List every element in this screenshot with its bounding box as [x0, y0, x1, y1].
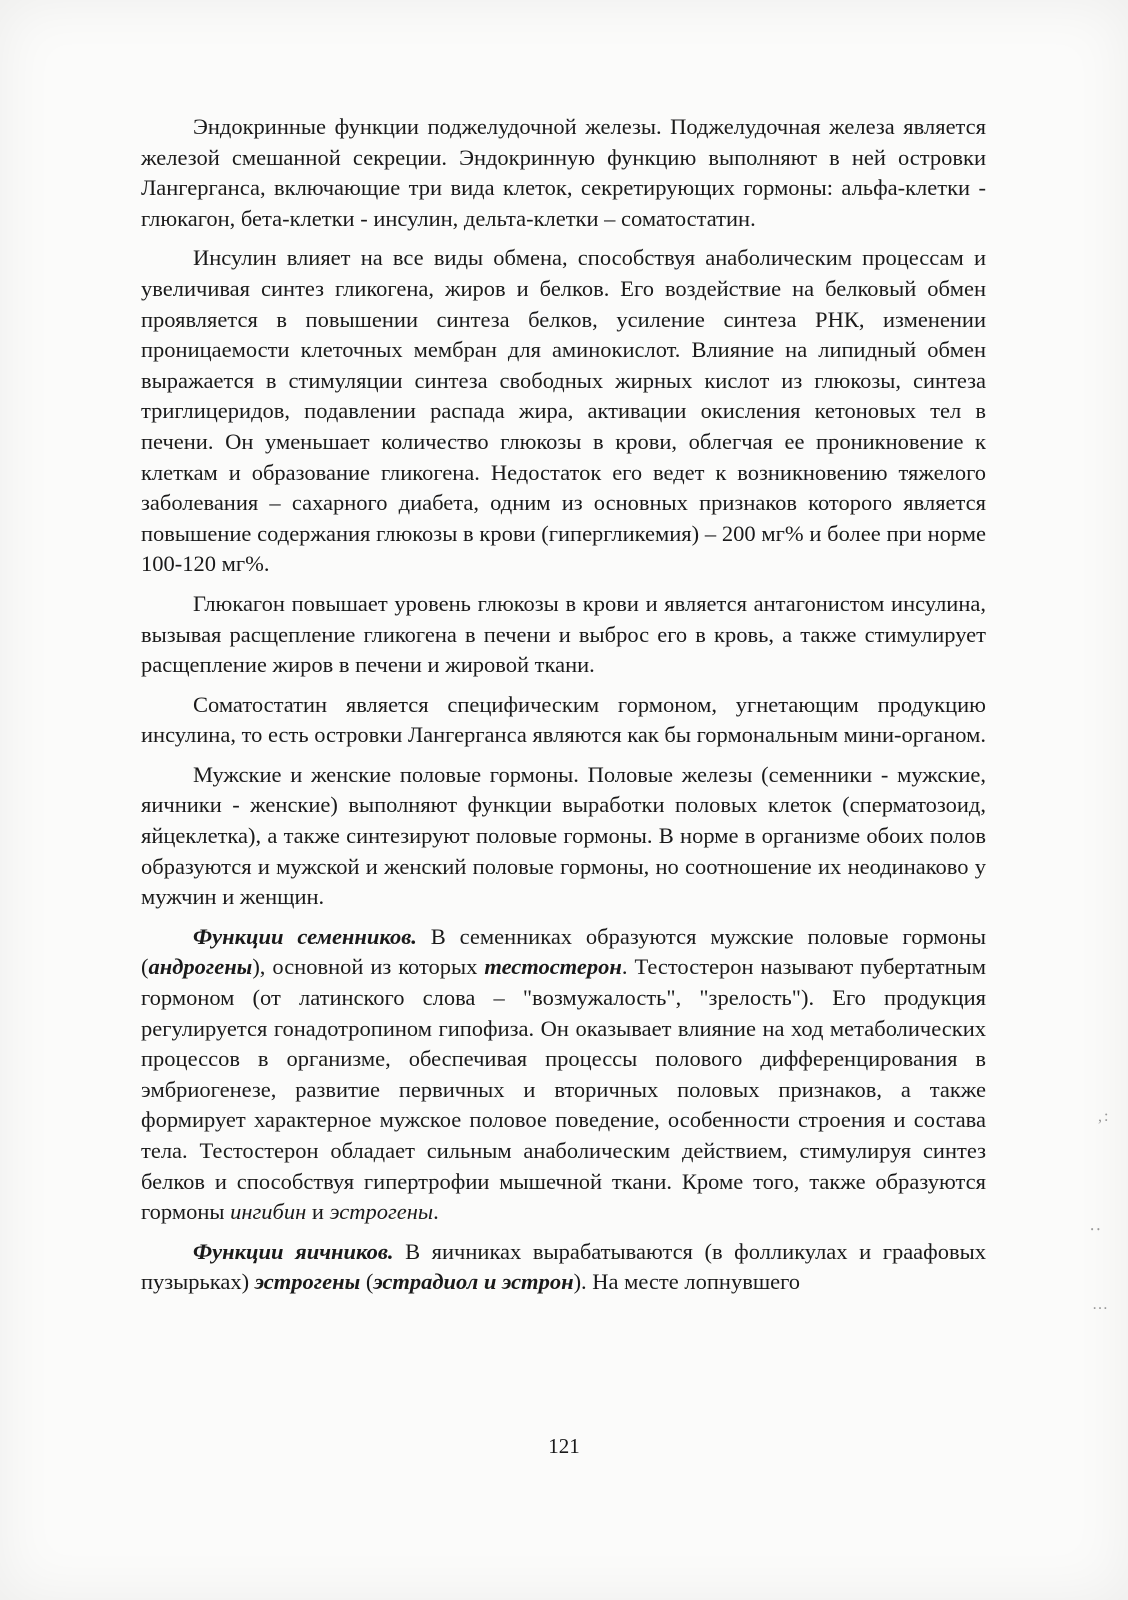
emphasis-term: андрогены	[148, 954, 253, 980]
paragraph-sex-hormones	[141, 760, 986, 913]
paragraph-pancreas-endocrine	[141, 112, 986, 234]
emphasis-term: ингибин	[230, 1199, 307, 1225]
text-run: Эндокринные функции поджелудочной железы. Поджелудочная железа является железой смешанной секреции. Эндокринную функцию выполняют в ней островки Лангерганса, включающие три вида клеток, секретирующих гормоны: альфа-клетки - глюкагон, бета-клетки - инсулин, дельта-клетки – соматостатин.	[141, 114, 986, 231]
text-run: Мужские и женские половые гормоны. Половые железы (семенники - мужские, яичники - женские) выполняют функции выработки половых клеток (сперматозоид, яйцеклетка), а также синтезируют половые гормоны. В норме в организме обоих полов образуются и мужской и женский половые гормоны, но соотношение их неодинаково у мужчин и женщин.	[141, 761, 986, 910]
page-body-text	[141, 112, 986, 1298]
text-run: Инсулин влияет на все виды обмена, способствуя анаболическим процессам и увеличивая синтез гликогена, жиров и белков. Его воздействие на белковый обмен проявляется в повышении синтеза белков, усиление синтеза РНК, изменении проницаемости клеточных мембран для аминокислот. Влияние на липидный обмен выражается в стимуляции синтеза свободных жирных кислот из глюкозы, синтеза триглицеридов, подавлении распада жира, активации окисления кетоновых тел в печени. Он уменьшает количество глюкозы в крови, облегчая ее проникновение к клеткам и образование гликогена. Недостаток его ведет к возникновению тяжелого заболевания – сахарного диабета, одним из основных признаков которого является повышение содержания глюкозы в крови (гипергликемия) – 200 мг% и более при норме 100-120 мг%.	[141, 245, 986, 577]
page-number: 121	[548, 1434, 580, 1458]
scan-bleed-mark: …	[1092, 1296, 1110, 1313]
text-run: В семенниках образуются мужские половые гормоны (	[141, 923, 986, 980]
text-run: и	[306, 1199, 330, 1225]
text-run: Глюкагон повышает уровень глюкозы в крови и является антагонистом инсулина, вызывая расщепление гликогена в печени и выброс его в кровь, а также стимулирует расщепление жиров в печени и жировой ткани.	[141, 590, 986, 678]
emphasis-term: Функции семенников.	[193, 923, 417, 949]
text-run: (	[360, 1269, 374, 1295]
paragraph-somatostatin	[141, 690, 986, 751]
emphasis-term: Функции яичников.	[193, 1238, 394, 1264]
text-run: .	[433, 1199, 439, 1225]
paragraph-testes-functions	[141, 922, 986, 1228]
text-run: ). На месте лопнувшего	[573, 1269, 801, 1295]
text-run: Соматостатин является специфическим гормоном, угнетающим продукцию инсулина, то есть островки Лангерганса являются как бы гормональным мини-органом.	[141, 691, 986, 748]
text-run: ), основной из которых	[252, 954, 485, 980]
emphasis-term: эстрадиол и эстрон	[373, 1269, 574, 1295]
scan-bleed-mark: ⸱⸱	[1090, 1222, 1103, 1239]
text-run: В яичниках вырабатываются (в фолликулах и граафовых пузырьках)	[141, 1238, 986, 1295]
paragraph-ovaries-functions	[141, 1237, 986, 1298]
paragraph-glucagon	[141, 589, 986, 681]
emphasis-term: эстрогены	[254, 1269, 361, 1295]
paragraph-insulin	[141, 243, 986, 580]
scan-bleed-mark: ,:	[1098, 1108, 1111, 1125]
emphasis-term: эстрогены	[329, 1199, 434, 1225]
text-run: . Тестостерон называют пубертатным гормоном (от латинского слова – "возмужалость", "зрелость"). Его продукция регулируется гонадотропином гипофиза. Он оказывает влияние на ход метаболических процессов в организме, обеспечивая процессы полового дифференцирования в эмбриогенезе, развитие первичных и вторичных половых признаков, а также формирует характерное мужское половое поведение, особенности строения и состава тела. Тестостерон обладает сильным анаболическим действием, стимулируя синтез белков и способствуя гипертрофии мышечной ткани. Кроме того, также образуются гормоны	[141, 954, 986, 1225]
emphasis-term: тестостерон	[484, 954, 622, 980]
